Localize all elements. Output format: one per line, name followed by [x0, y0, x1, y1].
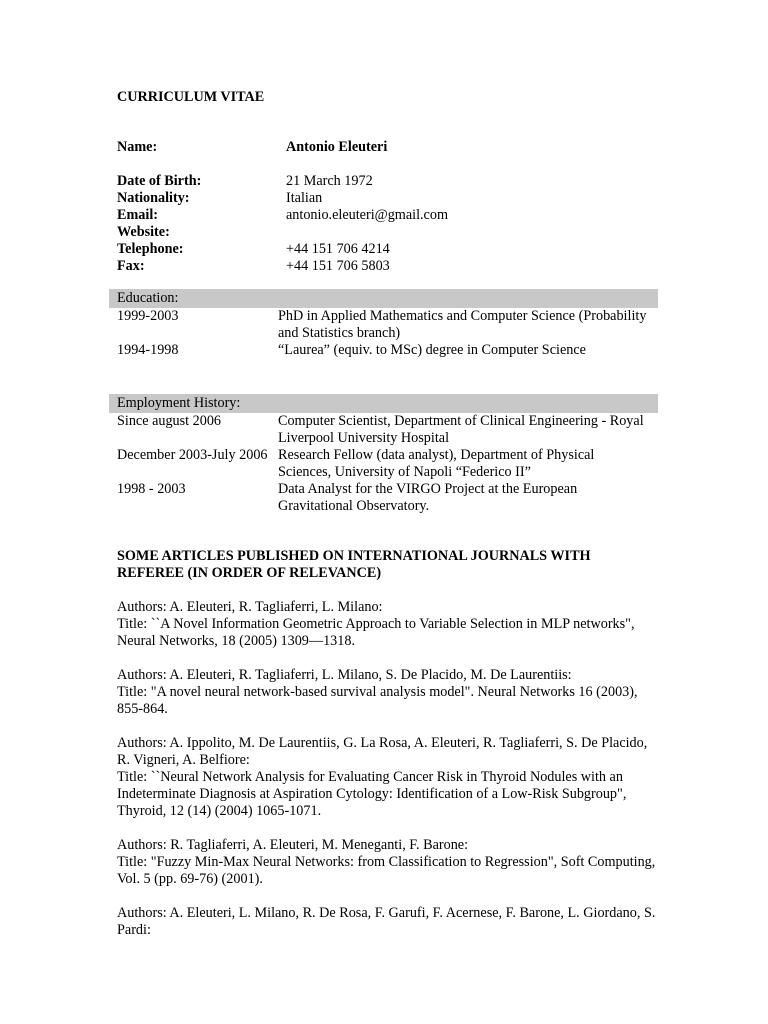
- education-header: Education:: [109, 289, 658, 308]
- education-entry: [109, 308, 658, 342]
- education-period: 1994-1998: [117, 342, 179, 358]
- articles-section: [117, 548, 657, 939]
- education-entry: [109, 342, 658, 359]
- fax-value: +44 151 706 5803: [286, 258, 390, 274]
- name-row: [117, 139, 662, 156]
- employment-desc: Data Analyst for the VIRGO Project at the European Gravitational Observatory.: [278, 481, 578, 514]
- website-value: [286, 224, 662, 241]
- article-title: Title: "A novel neural network-based survival analysis model". Neural Networks 16 (2003), 855-864.: [117, 684, 638, 717]
- fax-row: [117, 258, 662, 275]
- article-authors: Authors: A. Eleuteri, R. Tagliaferri, L. Milano:: [117, 599, 383, 615]
- employment-period: Since august 2006: [117, 413, 222, 429]
- article-title: Title: ``A Novel Information Geometric Approach to Variable Selection in MLP networks", Neural Networks, 18 (2005) 1309—1318.: [117, 616, 635, 649]
- employment-header: Employment History:: [109, 394, 658, 413]
- article-item: [117, 837, 657, 888]
- nationality-row: [117, 190, 662, 207]
- article-item: [117, 667, 657, 718]
- telephone-row: [117, 241, 662, 258]
- education-desc: “Laurea” (equiv. to MSc) degree in Computer Science: [278, 342, 586, 358]
- telephone-value: +44 151 706 4214: [286, 241, 390, 257]
- article-authors: Authors: A. Eleuteri, L. Milano, R. De Rosa, F. Garufi, F. Acernese, F. Barone, L. Giordano, S. Pardi:: [117, 905, 656, 938]
- article-title: Title: "Fuzzy Min-Max Neural Networks: from Classification to Regression", Soft Computing, Vol. 5 (pp. 69-76) (2001).: [117, 854, 656, 887]
- employment-entry: [109, 447, 658, 481]
- email-label: Email:: [117, 207, 158, 223]
- employment-period: 1998 - 2003: [117, 481, 186, 497]
- fax-label: Fax:: [117, 258, 145, 274]
- email-value[interactable]: antonio.eleuteri@gmail.com: [286, 207, 448, 223]
- article-authors: Authors: A. Ippolito, M. De Laurentiis, G. La Rosa, A. Eleuteri, R. Tagliaferri, S. De Placido, R. Vigneri, A. Belfiore:: [117, 735, 648, 768]
- nationality-value: Italian: [286, 190, 323, 206]
- article-item: [117, 905, 657, 939]
- articles-heading: SOME ARTICLES PUBLISHED ON INTERNATIONAL JOURNALS WITH REFEREE (IN ORDER OF RELEVANCE): [117, 548, 591, 581]
- dob-row: [117, 173, 662, 190]
- website-row: [117, 224, 662, 241]
- dob-label: Date of Birth:: [117, 173, 202, 189]
- employment-entry: [109, 413, 658, 447]
- education-period: 1999-2003: [117, 308, 179, 324]
- education-desc: PhD in Applied Mathematics and Computer Science (Probability and Statistics branch): [278, 308, 647, 341]
- article-item: [117, 735, 657, 820]
- document-title: CURRICULUM VITAE: [117, 89, 265, 105]
- dob-value: 21 March 1972: [286, 173, 373, 189]
- personal-info: [117, 139, 662, 275]
- email-row: [117, 207, 662, 224]
- name-label: Name:: [117, 139, 158, 155]
- employment-desc: Research Fellow (data analyst), Department of Physical Sciences, University of Napoli “Federico II”: [278, 447, 595, 480]
- article-authors: Authors: A. Eleuteri, R. Tagliaferri, L. Milano, S. De Placido, M. De Laurentiis:: [117, 667, 572, 683]
- employment-entry: [109, 481, 658, 515]
- employment-section: [109, 394, 658, 515]
- employment-period: December 2003-July 2006: [117, 447, 268, 463]
- name-value: Antonio Eleuteri: [286, 139, 388, 155]
- nationality-label: Nationality:: [117, 190, 190, 206]
- website-label: Website:: [117, 224, 170, 240]
- article-authors: Authors: R. Tagliaferri, A. Eleuteri, M. Meneganti, F. Barone:: [117, 837, 469, 853]
- article-title: Title: ``Neural Network Analysis for Evaluating Cancer Risk in Thyroid Nodules with an Indeterminate Diagnosis at Aspiration Cytology: Identification of a Low-Risk Subgroup", Thyroid, 12 (14) (2004) 1065-1071.: [117, 769, 627, 819]
- education-section: [109, 289, 658, 359]
- telephone-label: Telephone:: [117, 241, 184, 257]
- article-item: [117, 599, 657, 650]
- employment-desc: Computer Scientist, Department of Clinical Engineering - Royal Liverpool University Hospital: [278, 413, 644, 446]
